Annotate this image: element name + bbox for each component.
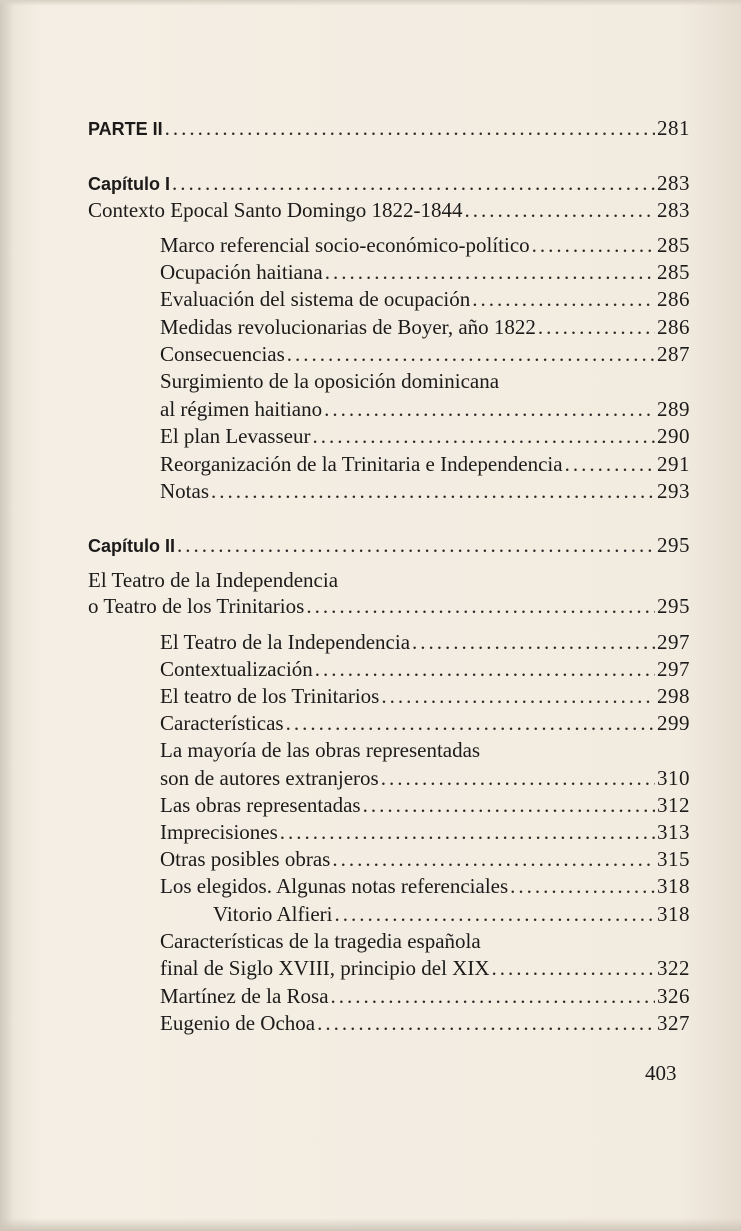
leader-dots xyxy=(177,530,655,560)
leader-dots xyxy=(565,449,655,479)
leader-dots xyxy=(334,899,655,929)
toc-chapter-heading xyxy=(88,530,690,560)
leader-dots xyxy=(287,339,655,369)
toc-entry xyxy=(160,230,690,260)
toc-page-number: 295 xyxy=(657,533,690,557)
toc-entry-label: Los elegidos. Algunas notas referenciales xyxy=(160,874,509,898)
toc-entry-label: al régimen haitiano xyxy=(160,397,323,421)
toc-entry-label: El Teatro de la Independencia xyxy=(160,630,411,654)
toc-entry xyxy=(160,312,690,342)
leader-dots xyxy=(280,817,655,847)
toc-section-entry xyxy=(88,195,690,225)
leader-dots xyxy=(317,1008,655,1038)
leader-dots xyxy=(532,230,655,260)
toc-page-number: 293 xyxy=(657,479,690,503)
toc-entry-label: Capítulo II xyxy=(88,536,175,556)
toc-section-entry xyxy=(88,591,690,621)
toc-part-heading xyxy=(88,113,690,143)
toc-entry xyxy=(160,981,690,1011)
toc-entry xyxy=(160,708,690,738)
toc-entry-label: Características xyxy=(160,711,284,735)
toc-page-number: 285 xyxy=(657,233,690,257)
toc-page-number: 295 xyxy=(657,594,690,618)
toc-entry xyxy=(160,449,690,479)
toc-entry-label: PARTE II xyxy=(88,119,163,139)
toc-entry xyxy=(160,1008,690,1038)
toc-entry xyxy=(160,790,690,820)
leader-dots xyxy=(286,708,655,738)
toc-entry xyxy=(160,817,690,847)
toc-page-number: 318 xyxy=(657,874,690,898)
toc-entry xyxy=(160,844,690,874)
toc-page-number: 315 xyxy=(657,847,690,871)
toc-page-number: 298 xyxy=(657,684,690,708)
toc-entry-label: Otras posibles obras xyxy=(160,847,331,871)
toc-page-number: 287 xyxy=(657,342,690,366)
toc-page-number: 312 xyxy=(657,793,690,817)
leader-dots xyxy=(332,844,655,874)
toc-page-number: 290 xyxy=(657,424,690,448)
leader-dots xyxy=(464,195,655,225)
leader-dots xyxy=(211,476,655,506)
leader-dots xyxy=(472,284,655,314)
toc-entry-label: Evaluación del sistema de ocupación xyxy=(160,287,471,311)
toc-page-number: 322 xyxy=(657,956,690,980)
toc-page-number: 289 xyxy=(657,397,690,421)
toc-entry-label: Contexto Epocal Santo Domingo 1822-1844 xyxy=(88,198,463,222)
toc-section-label-first-line: El Teatro de la Independencia xyxy=(88,568,339,592)
toc-page-number: 299 xyxy=(657,711,690,735)
toc-entry xyxy=(160,421,690,451)
toc-page-number: 286 xyxy=(657,287,690,311)
leader-dots xyxy=(324,394,655,424)
toc-entry-label-first-line: La mayoría de las obras representadas xyxy=(160,738,481,762)
toc-entry xyxy=(160,257,690,287)
toc-entry xyxy=(160,476,690,506)
toc-entry-label: Capítulo I xyxy=(88,174,170,194)
leader-dots xyxy=(312,421,655,451)
toc-entry-label: final de Siglo XVIII, principio del XIX xyxy=(160,956,490,980)
toc-entry-label: Vitorio Alfieri xyxy=(213,902,333,926)
toc-page-number: 326 xyxy=(657,984,690,1008)
toc-entry-label: El plan Levasseur xyxy=(160,424,311,448)
leader-dots xyxy=(306,591,655,621)
leader-dots xyxy=(325,257,655,287)
leader-dots xyxy=(510,871,655,901)
leader-dots xyxy=(165,113,655,143)
toc-page-number: 327 xyxy=(657,1011,690,1035)
toc-page-number: 291 xyxy=(657,452,690,476)
toc-entry-label: Reorganización de la Trinitaria e Independencia xyxy=(160,452,563,476)
toc-entry xyxy=(213,899,690,929)
toc-entry-label: Medidas revolucionarias de Boyer, año 1822 xyxy=(160,315,536,339)
toc-entry-label: Consecuencias xyxy=(160,342,285,366)
leader-dots xyxy=(381,681,655,711)
toc-page-number: 318 xyxy=(657,902,690,926)
toc-entry xyxy=(160,871,690,901)
toc-entry-label: Eugenio de Ochoa xyxy=(160,1011,316,1035)
toc-page-number: 285 xyxy=(657,260,690,284)
toc-page-number: 297 xyxy=(657,630,690,654)
toc-chapter-heading xyxy=(88,168,690,198)
toc-entry-label-first-line: Características de la tragedia española xyxy=(160,929,481,953)
toc-page-number: 313 xyxy=(657,820,690,844)
toc-page-number: 281 xyxy=(657,116,690,140)
toc-entry-label: El teatro de los Trinitarios xyxy=(160,684,380,708)
toc-page-number: 283 xyxy=(657,171,690,195)
toc-entry xyxy=(160,284,690,314)
leader-dots xyxy=(492,953,655,983)
leader-dots xyxy=(315,654,655,684)
toc-page-number: 310 xyxy=(657,766,690,790)
leader-dots xyxy=(412,627,655,657)
toc-page-number: 297 xyxy=(657,657,690,681)
toc-entry xyxy=(160,953,690,983)
toc-entry-label: son de autores extranjeros xyxy=(160,766,379,790)
leader-dots xyxy=(331,981,655,1011)
toc-entry xyxy=(160,763,690,793)
toc-entry-label: Las obras representadas xyxy=(160,793,361,817)
toc-entry-label: o Teatro de los Trinitarios xyxy=(88,594,305,618)
toc-page-number: 286 xyxy=(657,315,690,339)
leader-dots xyxy=(538,312,655,342)
toc-entry-label-first-line: Surgimiento de la oposición dominicana xyxy=(160,369,500,393)
toc-entry-label: Martínez de la Rosa xyxy=(160,984,329,1008)
leader-dots xyxy=(172,168,655,198)
toc-entry-label: Contextualización xyxy=(160,657,313,681)
toc-page-number: 283 xyxy=(657,198,690,222)
toc-entry-label: Notas xyxy=(160,479,209,503)
page-folio: 403 xyxy=(645,1061,677,1085)
toc-entry xyxy=(160,394,690,424)
toc-entry xyxy=(160,681,690,711)
toc-entry xyxy=(160,627,690,657)
toc-entry-label: Imprecisiones xyxy=(160,820,278,844)
toc-entry xyxy=(160,339,690,369)
toc-entry-label: Ocupación haitiana xyxy=(160,260,323,284)
leader-dots xyxy=(381,763,655,793)
toc-entry xyxy=(160,654,690,684)
leader-dots xyxy=(363,790,655,820)
toc-entry-label: Marco referencial socio-económico-político xyxy=(160,233,530,257)
